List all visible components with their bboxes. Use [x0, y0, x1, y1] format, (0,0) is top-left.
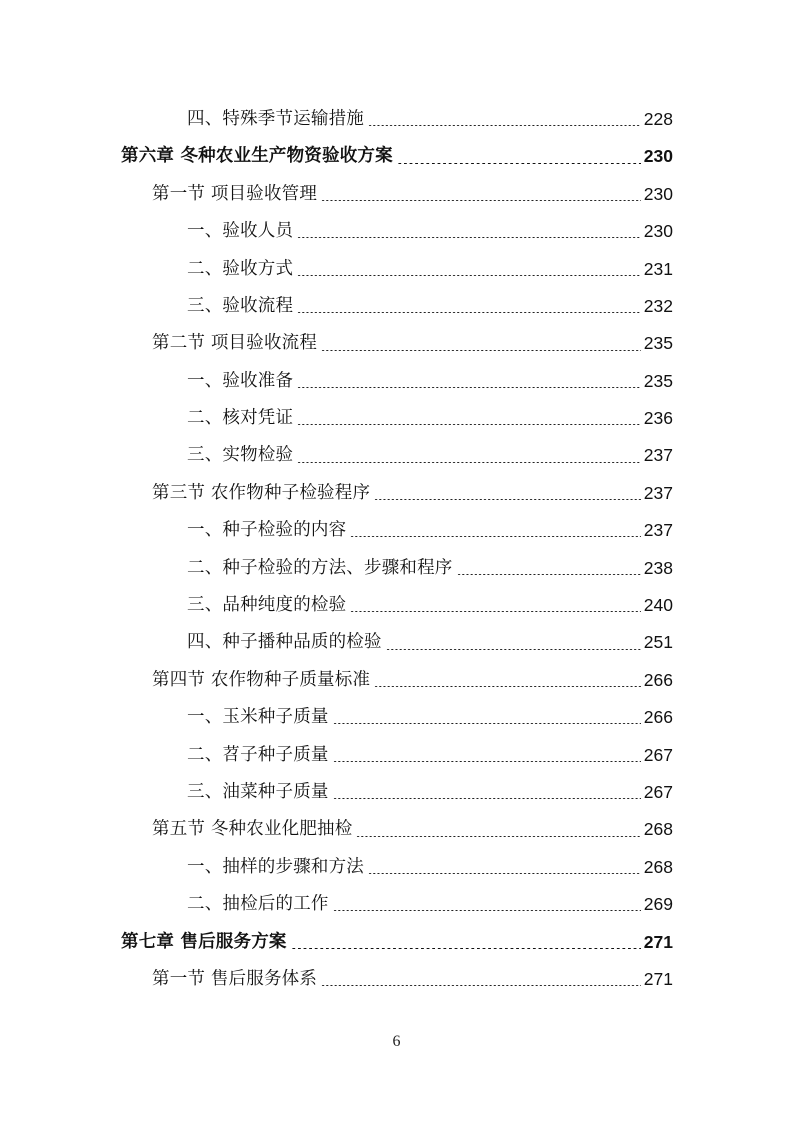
page-number: 6: [392, 1033, 401, 1050]
toc-entry-item[interactable]: [121, 512, 673, 549]
toc-entry-page-number: 267: [643, 744, 673, 765]
toc-entry-item[interactable]: [121, 849, 673, 886]
toc-entry-title: 第七章 售后服务方案: [121, 931, 287, 952]
table-of-contents: [121, 101, 673, 998]
toc-entry-chapter[interactable]: [121, 924, 673, 961]
toc-entry-title: 第一节 售后服务体系: [152, 968, 318, 989]
toc-entry-section[interactable]: [121, 662, 673, 699]
toc-entry-title: 一、抽样的步骤和方法: [187, 856, 364, 877]
dot-leader: [374, 499, 641, 500]
dot-leader: [321, 985, 641, 986]
toc-entry-item[interactable]: [121, 550, 673, 587]
toc-entry-page-number: 271: [643, 931, 673, 952]
toc-entry-page-number: 240: [643, 595, 673, 616]
toc-entry-page-number: 230: [643, 183, 673, 204]
toc-entry-item[interactable]: [121, 438, 673, 475]
toc-entry-item[interactable]: [121, 101, 673, 138]
toc-entry-title: 三、油菜种子质量: [187, 781, 329, 802]
toc-entry-page-number: 251: [643, 632, 673, 653]
toc-entry-title: 二、种子检验的方法、步骤和程序: [187, 557, 453, 578]
toc-entry-page-number: 268: [643, 856, 673, 877]
toc-entry-title: 二、验收方式: [187, 258, 294, 279]
toc-entry-page-number: 228: [643, 108, 673, 129]
dot-leader: [297, 275, 641, 276]
toc-entry-title: 二、抽检后的工作: [187, 894, 329, 915]
toc-entry-item[interactable]: [121, 886, 673, 923]
toc-entry-page-number: 269: [643, 894, 673, 915]
dot-leader: [297, 462, 641, 463]
toc-entry-section[interactable]: [121, 176, 673, 213]
dot-leader: [297, 387, 641, 388]
toc-entry-page-number: 230: [643, 146, 673, 167]
toc-entry-title: 四、特殊季节运输措施: [187, 108, 364, 129]
toc-entry-title: 第一节 项目验收管理: [152, 183, 318, 204]
dot-leader: [297, 424, 641, 425]
toc-entry-item[interactable]: [121, 737, 673, 774]
dot-leader: [368, 125, 641, 126]
toc-entry-section[interactable]: [121, 811, 673, 848]
toc-entry-page-number: 236: [643, 408, 673, 429]
dot-leader: [321, 350, 641, 351]
toc-entry-title: 四、种子播种品质的检验: [187, 632, 382, 653]
toc-entry-item[interactable]: [121, 213, 673, 250]
toc-entry-title: 一、验收人员: [187, 221, 294, 242]
toc-entry-title: 三、实物检验: [187, 445, 294, 466]
toc-entry-page-number: 235: [643, 370, 673, 391]
toc-entry-page-number: 230: [643, 221, 673, 242]
toc-entry-title: 一、玉米种子质量: [187, 707, 329, 728]
toc-entry-title: 第五节 冬种农业化肥抽检: [152, 819, 353, 840]
toc-entry-page-number: 237: [643, 520, 673, 541]
dot-leader: [321, 200, 641, 201]
toc-entry-title: 一、验收准备: [187, 370, 294, 391]
toc-entry-item[interactable]: [121, 363, 673, 400]
toc-entry-page-number: 237: [643, 482, 673, 503]
toc-entry-page-number: 267: [643, 781, 673, 802]
toc-entry-page-number: 238: [643, 557, 673, 578]
toc-entry-section[interactable]: [121, 325, 673, 362]
dot-leader: [356, 836, 640, 837]
toc-entry-page-number: 268: [643, 819, 673, 840]
toc-entry-title: 第六章 冬种农业生产物资验收方案: [121, 146, 393, 167]
toc-entry-title: 三、品种纯度的检验: [187, 595, 347, 616]
dot-leader: [297, 312, 641, 313]
toc-entry-item[interactable]: [121, 774, 673, 811]
toc-entry-title: 一、种子检验的内容: [187, 520, 347, 541]
dot-leader: [333, 798, 641, 799]
toc-entry-title: 二、核对凭证: [187, 408, 294, 429]
toc-entry-page-number: 237: [643, 445, 673, 466]
toc-entry-item[interactable]: [121, 587, 673, 624]
toc-entry-title: 第四节 农作物种子质量标准: [152, 669, 371, 690]
dot-leader: [333, 910, 641, 911]
toc-entry-title: 二、苕子种子质量: [187, 744, 329, 765]
toc-entry-page-number: 271: [643, 968, 673, 989]
toc-entry-section[interactable]: [121, 475, 673, 512]
toc-entry-page-number: 231: [643, 258, 673, 279]
toc-entry-item[interactable]: [121, 400, 673, 437]
toc-entry-title: 第二节 项目验收流程: [152, 333, 318, 354]
toc-entry-page-number: 266: [643, 707, 673, 728]
dot-leader: [291, 948, 641, 949]
toc-entry-item[interactable]: [121, 699, 673, 736]
toc-entry-title: 第三节 农作物种子检验程序: [152, 482, 371, 503]
toc-entry-item[interactable]: [121, 288, 673, 325]
toc-entry-page-number: 232: [643, 295, 673, 316]
dot-leader: [386, 649, 641, 650]
dot-leader: [397, 163, 641, 164]
toc-entry-page-number: 266: [643, 669, 673, 690]
toc-entry-section[interactable]: [121, 961, 673, 998]
dot-leader: [457, 574, 641, 575]
dot-leader: [350, 536, 640, 537]
toc-entry-chapter[interactable]: [121, 138, 673, 175]
dot-leader: [374, 686, 641, 687]
toc-entry-title: 三、验收流程: [187, 295, 294, 316]
dot-leader: [297, 237, 641, 238]
dot-leader: [368, 873, 641, 874]
dot-leader: [333, 761, 641, 762]
toc-entry-page-number: 235: [643, 333, 673, 354]
dot-leader: [333, 723, 641, 724]
dot-leader: [350, 611, 640, 612]
toc-entry-item[interactable]: [121, 624, 673, 661]
toc-entry-item[interactable]: [121, 251, 673, 288]
